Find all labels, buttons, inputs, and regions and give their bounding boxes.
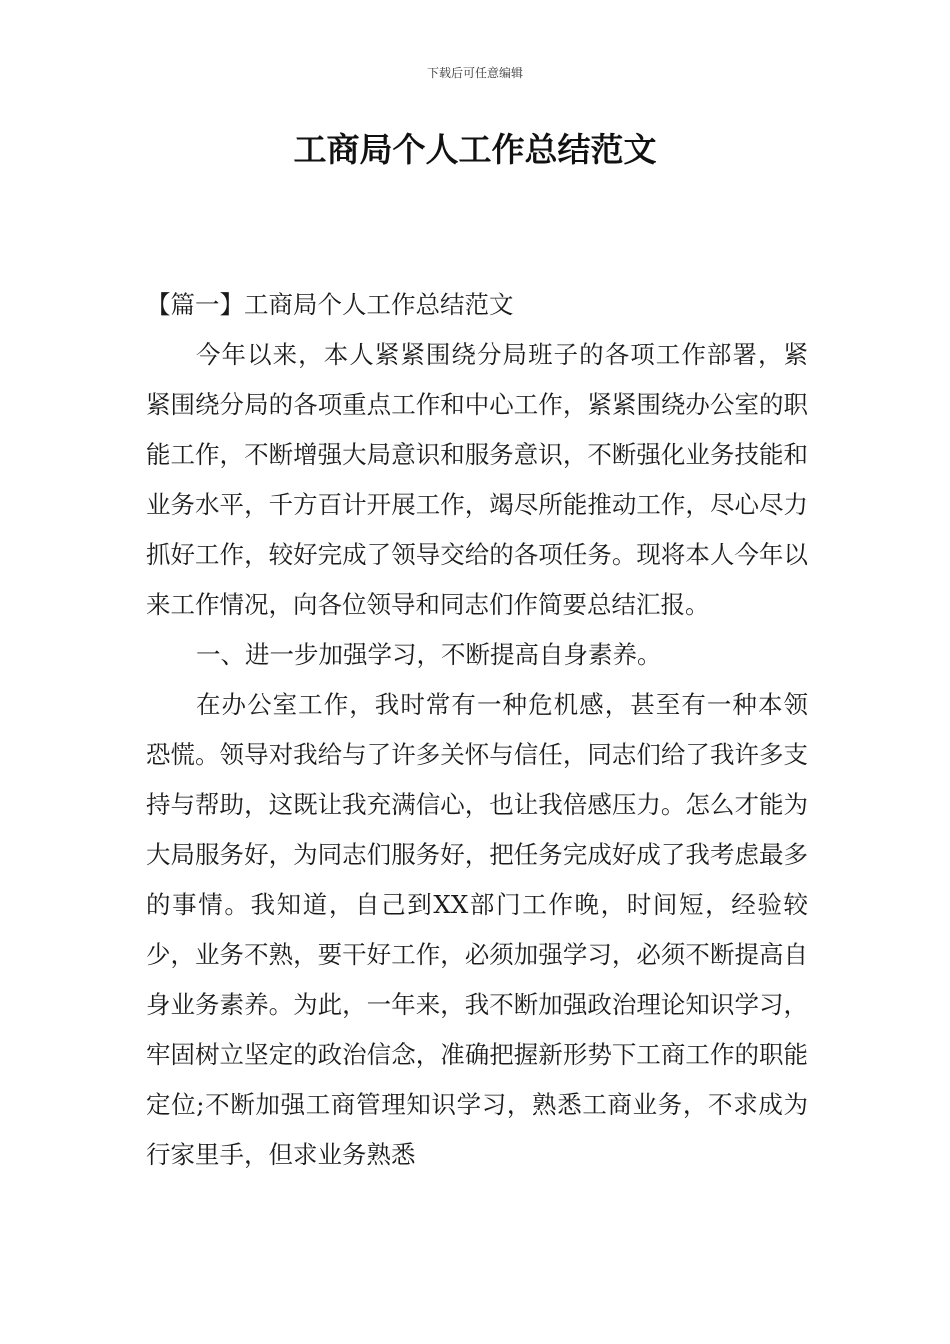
document-title: 工商局个人工作总结范文 <box>293 130 657 169</box>
paragraph-subheading: 一、进一步加强学习，不断提高自身素养。 <box>196 640 662 669</box>
paragraph-intro: 今年以来，本人紧紧围绕分局班子的各项工作部署，紧紧围绕分局的各项重点工作和中心工作，紧紧围绕办公室的职能工作，不断增强大局意识和服务意识，不断强化业务技能和业务水平，千方百计开展工作，竭尽所能推动工作，尽心尽力抓好工作，较好完成了领导交给的各项任务。现将本人今年以来工作情况，向各位领导和同志们作简要总结汇报。 <box>146 340 808 619</box>
header-note: 下载后可任意编辑 <box>426 66 523 80</box>
paragraph-study: 在办公室工作，我时常有一种危机感，甚至有一种本领恐慌。领导对我给与了许多关怀与信任，同志们给了我许多支持与帮助，这既让我充满信心，也让我倍感压力。怎么才能为大局服务好，为同志们服务好，把任务完成好成了我考虑最多的事情。我知道，自己到XX部门工作晚，时间短，经验较少，业务不熟，要干好工作，必须加强学习，必须不断提高自身业务素养。为此，一年来，我不断加强政治理论知识学习，牢固树立坚定的政治信念，准确把握新形势下工商工作的职能定位;不断加强工商管理知识学习，熟悉工商业务，不求成为行家里手，但求业务熟悉 <box>146 690 808 1169</box>
document-body <box>146 280 808 1180</box>
section-heading: 【篇一】工商局个人工作总结范文 <box>146 290 514 319</box>
